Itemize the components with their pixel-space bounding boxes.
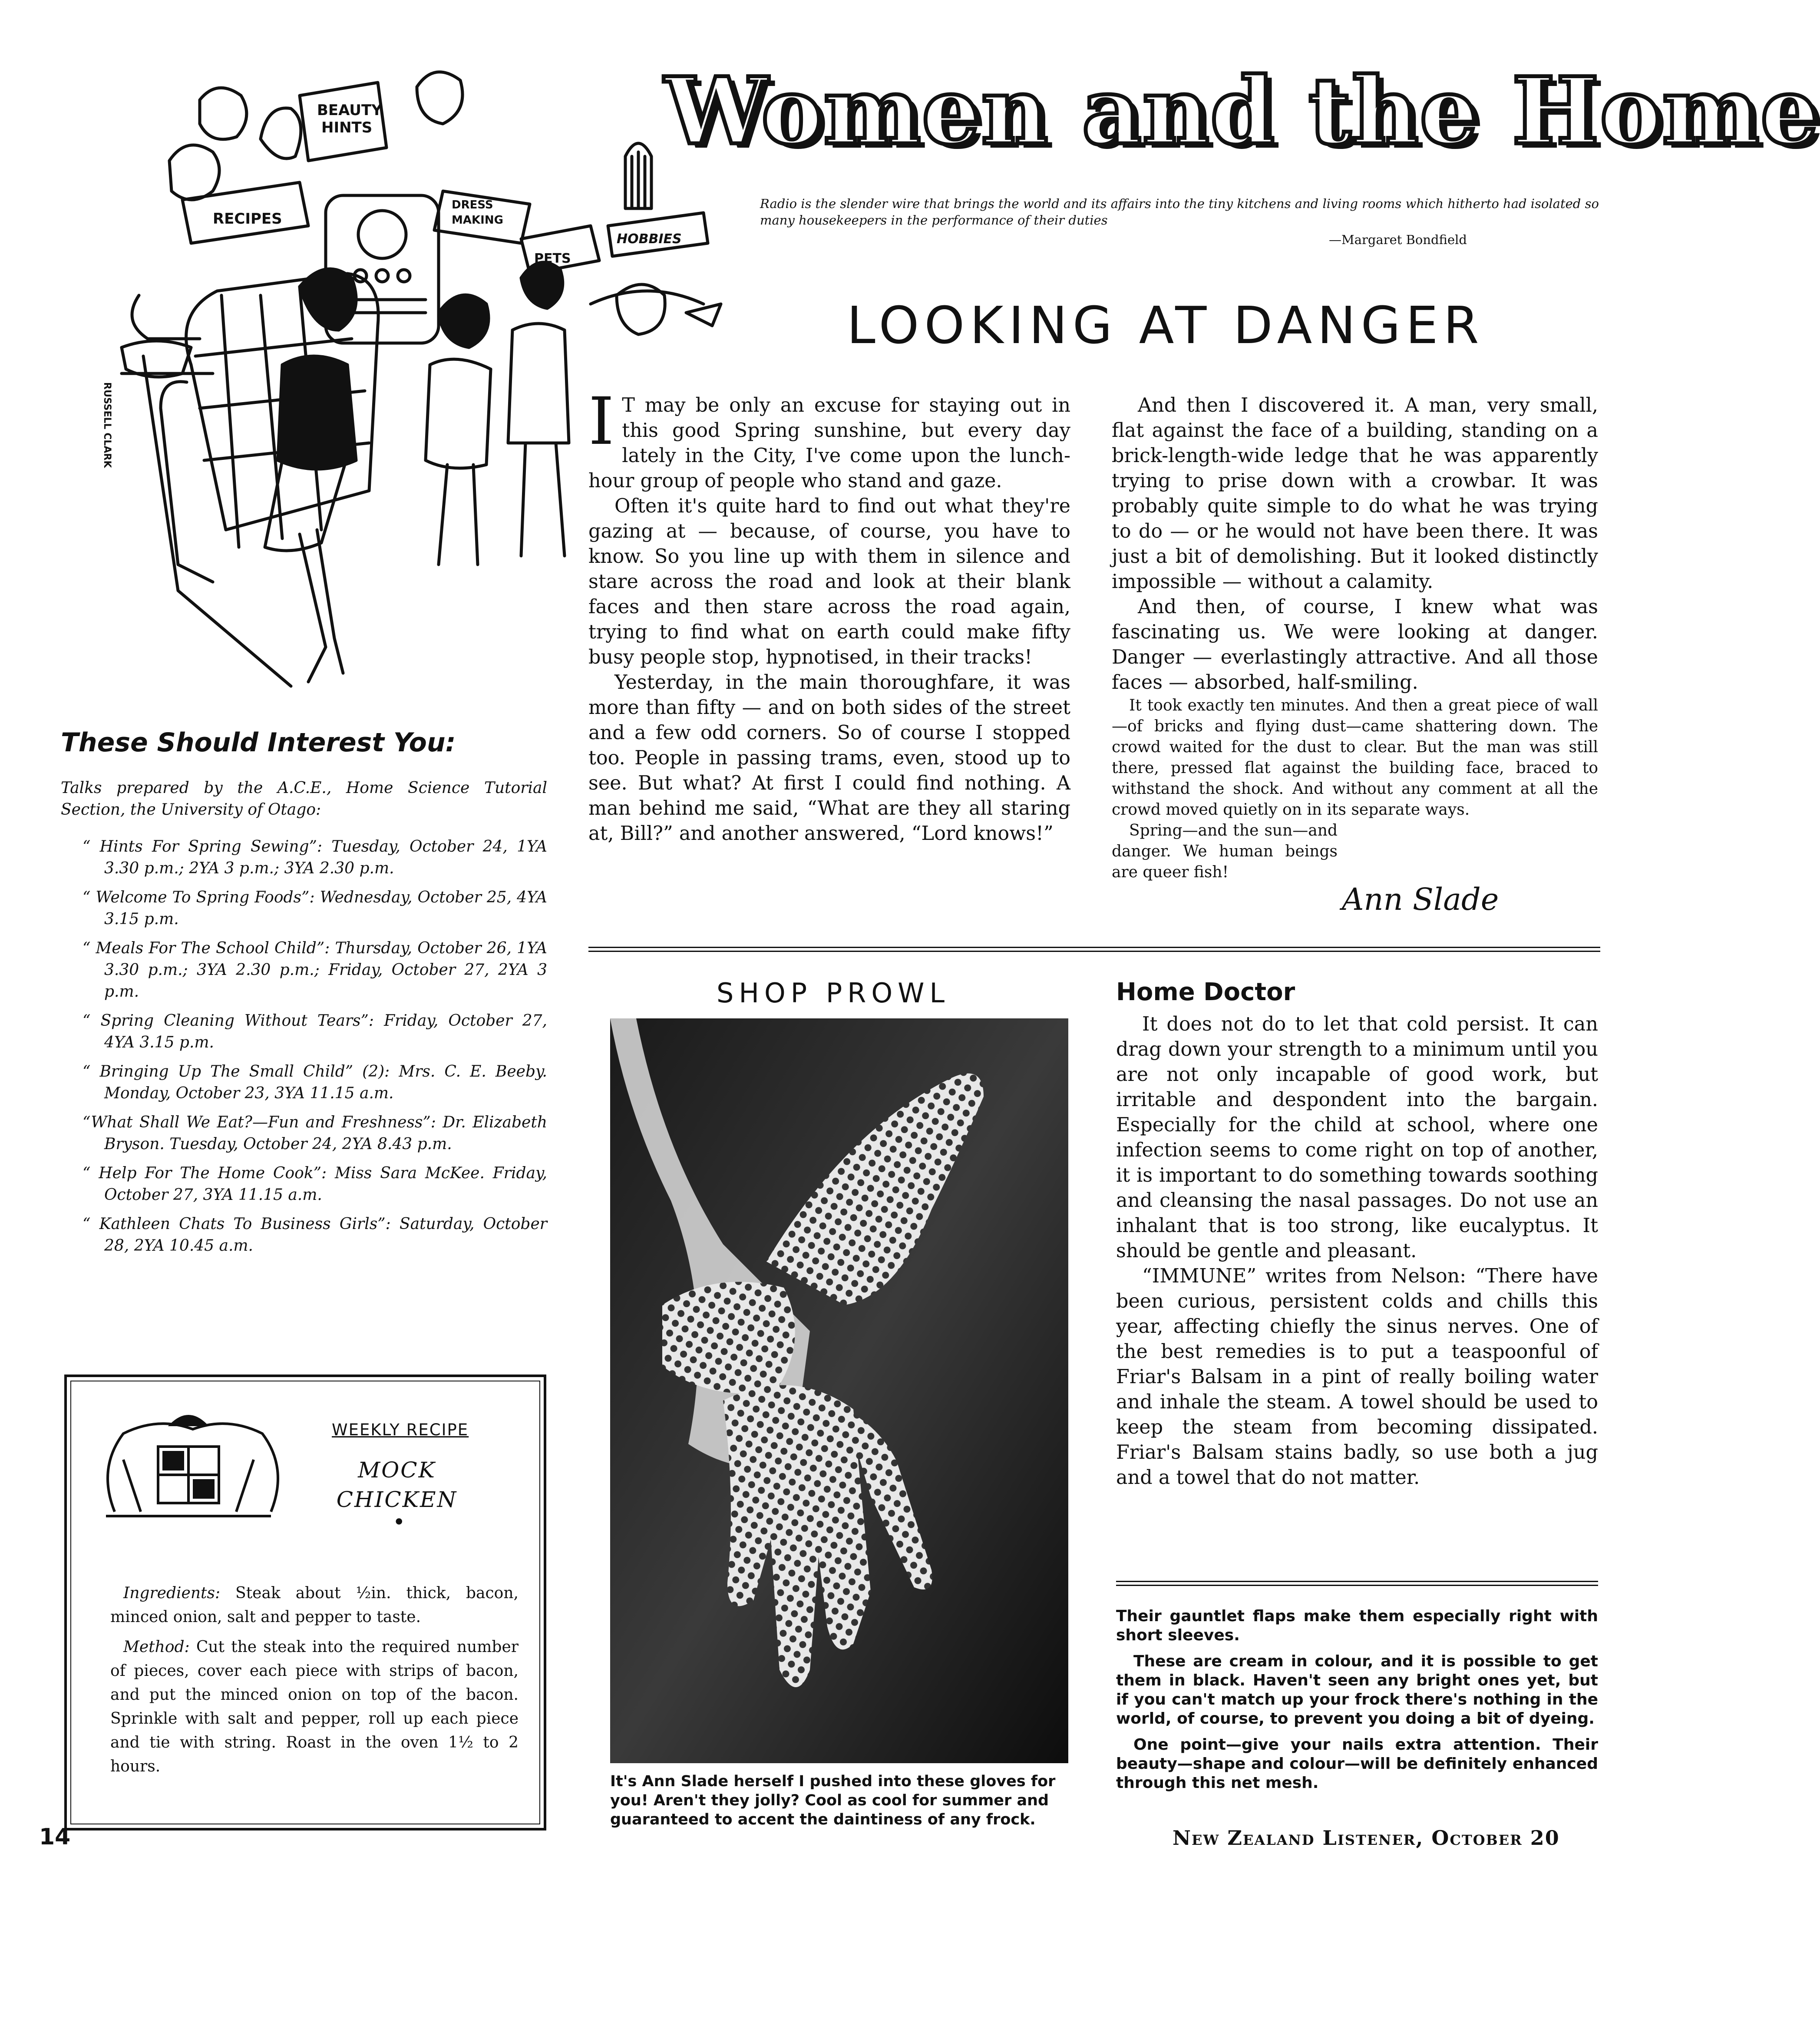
masthead-title: Women and the Home — [664, 57, 1820, 165]
author-signature: Ann Slade — [1342, 882, 1499, 917]
talk-item: “ Welcome To Spring Foods”: Wednesday, October 25, 4YA 3.15 p.m. — [83, 889, 547, 928]
talk-item: “ Spring Cleaning Without Tears”: Friday, October 27, 4YA 3.15 p.m. — [83, 1012, 547, 1051]
home-doctor-body — [1116, 1012, 1598, 1490]
article-paragraph-5: And then, of course, I knew what was fascinating us. We were looking at danger. Danger — everlastingly attractive. And all those faces — absorbed, half-smiling. — [1112, 596, 1598, 694]
artist-signature: RUSSELL CLARK — [102, 382, 112, 468]
women-radio-illustration — [56, 52, 682, 686]
sign-hints: HINTS — [321, 119, 373, 136]
weekly-recipe-box — [64, 1374, 546, 1830]
recipe-title-line-1: MOCK — [358, 1457, 436, 1483]
article-paragraph-1: T may be only an excuse for staying out in this good Spring sunshine, but every day lately in the City, I've come upon the lunch-hour group of people who stand and gaze. — [588, 394, 1070, 492]
sign-recipes: RECIPES — [213, 210, 282, 228]
method-label: Method: — [123, 1638, 190, 1656]
kitchen-crest-icon — [97, 1408, 280, 1529]
page-number: 14 — [39, 1824, 71, 1850]
article-column-1 — [588, 384, 1070, 846]
gloves-paragraph-2: These are cream in colour, and it is possible to get them in black. Haven't seen any bright ones yet, but if you can't match up your frock there's nothing in the world, of course, to prevent you doing a bit of dyeing. — [1116, 1652, 1598, 1728]
article-paragraph-4: And then I discovered it. A man, very small, flat against the face of a building, standing on a brick-length-wide ledge that he was apparently trying to prise down with a crowbar. It was probably quite simple to do what he was trying to do — or he would not have been there. It was just a bit of demolishing. But it looked distinctly impossible — without a calamity. — [1112, 394, 1598, 593]
talk-item: “What Shall We Eat?—Fun and Freshness”: Dr. Elizabeth Bryson. Tuesday, October 24, 2YA 8.43 p.m. — [83, 1113, 547, 1153]
method-text: Cut the steak into the required number of pieces, cover each piece with strips of bacon, and put the minced onion on top of the bacon. Sprinkle with salt and pepper, roll up each piece and tie with string. Roast in the oven 1½ to 2 hours. — [110, 1638, 519, 1775]
article-paragraph-6: It took exactly ten minutes. And then a great piece of wall—of bricks and flying dust—came shattering down. The crowd waited for the dust to clear. But the man was still there, pressed flat against the building face, braced to withstand the shock. And without any comment at all the crowd moved quietly on in its separate ways. — [1112, 697, 1598, 819]
talk-item: “ Help For The Home Cook”: Miss Sara McKee. Friday, October 27, 3YA 11.15 a.m. — [83, 1164, 547, 1204]
sign-dress: DRESS — [452, 198, 493, 211]
recipe-title-line-2: CHICKEN — [336, 1487, 458, 1512]
talk-item: “ Meals For The School Child”: Thursday, October 26, 1YA 3.30 p.m.; 3YA 2.30 p.m.; Friday, October 27, 2YA 3 p.m. — [83, 939, 547, 1001]
article-paragraph-7: Spring—and the sun—and danger. We human beings are queer fish! — [1112, 822, 1338, 881]
shop-prowl-heading: SHOP PROWL — [717, 977, 950, 1009]
publication-footer: New Zealand Listener, October 20 — [1173, 1826, 1560, 1850]
gloves-paragraph-1: Their gauntlet flaps make them especially right with short sleeves. — [1116, 1607, 1598, 1644]
recipe-title — [310, 1455, 484, 1514]
recipe-text — [110, 1581, 519, 1784]
talks-list — [61, 836, 547, 1264]
sign-pets: PETS — [534, 251, 571, 266]
sign-making: MAKING — [452, 214, 503, 227]
talks-intro: Talks prepared by the A.C.E., Home Science Tutorial Section, the University of Otago: — [61, 779, 547, 819]
ingredients-label: Ingredients: — [123, 1584, 221, 1602]
article-column-2 — [1112, 393, 1598, 883]
article-paragraph-2: Often it's quite hard to find out what they're gazing at — because, of course, you have to know. So you line up with them in silence and stare across the road and look at their blank faces and then stare across the road again, trying to find what on earth could make fifty busy people stop, hypnotised, in their tracks! — [588, 495, 1070, 668]
ingredients-text: Steak about ½in. thick, bacon, minced onion, salt and pepper to taste. — [110, 1584, 519, 1626]
gloves-photo — [610, 1018, 1068, 1763]
talk-item: “ Bringing Up The Small Child” (2): Mrs. C. E. Beeby. Monday, October 23, 3YA 11.15 a.m. — [83, 1063, 547, 1102]
sign-beauty: BEAUTY — [317, 102, 382, 119]
sign-hobbies: HOBBIES — [617, 231, 682, 247]
recipe-bullet: • — [393, 1510, 406, 1535]
talk-item: “ Kathleen Chats To Business Girls”: Saturday, October 28, 2YA 10.45 a.m. — [83, 1215, 547, 1255]
photo-caption: It's Ann Slade herself I pushed into these gloves for you! Aren't they jolly? Cool as cool for summer and guaranteed to accent the daintiness of any frock. — [610, 1773, 1056, 1828]
quote-author: —Margaret Bondfield — [1329, 232, 1467, 247]
gloves-description — [1116, 1607, 1598, 1800]
article-headline: LOOKING AT DANGER — [847, 295, 1484, 355]
section-divider — [588, 947, 1600, 952]
talk-item: “ Hints For Spring Sewing”: Tuesday, October 24, 1YA 3.30 p.m.; 2YA 3 p.m.; 3YA 2.30 p.m. — [83, 838, 547, 877]
drop-cap: I — [588, 384, 614, 459]
home-doctor-heading: Home Doctor — [1116, 978, 1295, 1006]
article-paragraph-3: Yesterday, in the main thoroughfare, it was more than fifty — and on both sides of the street and a few odd corners. So of course I stopped too. People in passing trams, even, stood up to see. But what? At first I could find nothing. A man behind me said, “What are they all staring at, Bill?” and another answered, “Lord knows!” — [588, 671, 1070, 845]
section-divider — [1116, 1581, 1598, 1586]
masthead-quote: Radio is the slender wire that brings the world and its affairs into the tiny kitchens and living rooms which hitherto had isolated so many housekeepers in the performance of their duties — [760, 196, 1599, 228]
gloves-paragraph-3: One point—give your nails extra attention. Their beauty—shape and colour—will be definitely enhanced through this net mesh. — [1116, 1736, 1598, 1792]
home-doctor-paragraph-1: It does not do to let that cold persist. It can drag down your strength to a minimum until you are not only incapable of good work, but irritable and despondent into the bargain. Especially for the child at school, where one infection seems to come right on top of another, it is important to do something towards soothing and cleansing the nasal passages. Do not use an inhalant that is too strong, like eucalyptus. It should be gentle and pleasant. — [1116, 1013, 1598, 1262]
home-doctor-paragraph-2: “IMMUNE” writes from Nelson: “There have been curious, persistent colds and chills this year, affecting chiefly the sinus nerves. One of the best remedies is to put a teaspoonful of Friar's Balsam in a pint of really boiling water and inhale the steam. A towel should be used to keep the steam from becoming dissipated. Friar's Balsam stains badly, so use both a jug and a towel that do not matter. — [1116, 1265, 1598, 1489]
talks-heading: These Should Interest You: — [61, 727, 456, 758]
weekly-recipe-label: WEEKLY RECIPE — [332, 1421, 469, 1439]
